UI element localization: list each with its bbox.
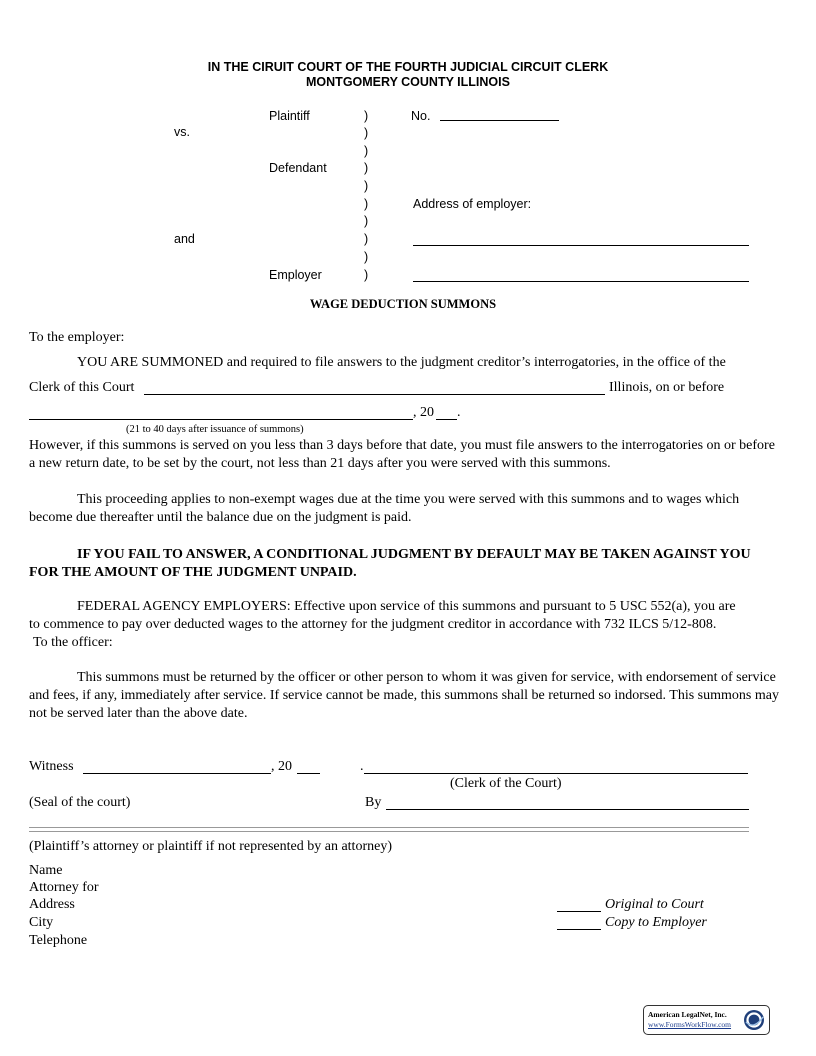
logo-url[interactable]: www.FormsWorkFlow.com (648, 1020, 732, 1029)
copy-to-employer-check[interactable] (557, 929, 601, 930)
plaintiff-label: Plaintiff (269, 109, 310, 123)
logo-company-name: American LegalNet, Inc. (648, 1010, 727, 1019)
employer-address-label: Address of employer: (413, 197, 532, 211)
by-signature-field[interactable] (386, 809, 749, 810)
form-title: WAGE DEDUCTION SUMMONS (309, 297, 497, 311)
attorney-telephone-label: Telephone (29, 933, 88, 948)
case-number-label: No. (411, 109, 431, 123)
and-label: and (174, 232, 195, 246)
caption-paren: ) (364, 232, 369, 246)
summoned-paragraph: YOU ARE SUMMONED and required to file answers to the judgment creditor’s interrogatories, in the office of the (77, 355, 726, 370)
original-to-court-label: Original to Court (605, 897, 704, 912)
clerk-caption: (Clerk of the Court) (450, 776, 562, 791)
original-to-court-check[interactable] (557, 911, 601, 912)
section-divider (29, 827, 749, 832)
caption-paren: ) (364, 214, 369, 228)
witness-year-field[interactable] (297, 773, 320, 774)
however-paragraph: However, if this summons is served on you less than 3 days before that date, you must file answers to the interrogatories on or before a new return date, to be set by the court, not less than 21 days after you were served with this summons. (29, 438, 775, 471)
return-date-field[interactable] (29, 419, 413, 420)
proceeding-paragraph: This proceeding applies to non-exempt wages due at the time you were served with this summons and to wages which become due thereafter until the balance due on the judgment is paid. (29, 492, 740, 525)
copy-to-employer-label: Copy to Employer (605, 915, 707, 930)
date-note: (21 to 40 days after issuance of summons) (126, 424, 304, 435)
clerk-office-field[interactable] (144, 394, 605, 395)
to-officer-label: To the officer: (33, 635, 113, 650)
caption-paren: ) (364, 126, 369, 140)
court-heading-line2: MONTGOMERY COUNTY ILLINOIS (306, 75, 510, 89)
witness-label: Witness (29, 759, 74, 774)
attorney-address-label: Address (29, 897, 75, 912)
default-warning: IF YOU FAIL TO ANSWER, A CONDITIONAL JUDGMENT BY DEFAULT MAY BE TAKEN AGAINST YOU FOR THE AMOUNT OF THE JUDGMENT UNPAID. (29, 547, 751, 580)
illinois-before-label: Illinois, on or before (609, 380, 725, 395)
case-number-field[interactable] (440, 120, 559, 121)
caption-paren: ) (364, 109, 369, 123)
return-year-prefix: , 20 (413, 405, 434, 420)
clerk-signature-dot: . (360, 759, 364, 774)
caption-paren: ) (364, 197, 369, 211)
clerk-signature-field[interactable] (364, 773, 748, 774)
clerk-of-court-label: Clerk of this Court (29, 380, 135, 395)
return-year-period: . (457, 405, 461, 420)
federal-paragraph-line1: FEDERAL AGENCY EMPLOYERS: Effective upon service of this summons and pursuant to 5 USC 552(a), you are (77, 599, 736, 614)
witness-year-prefix: , 20 (271, 759, 292, 774)
witness-date-field[interactable] (83, 773, 271, 774)
employer-label: Employer (269, 268, 322, 282)
american-legalnet-logo (643, 1005, 770, 1035)
employer-address-line-2[interactable] (413, 281, 749, 282)
attorney-city-label: City (29, 915, 54, 930)
seal-label: (Seal of the court) (29, 795, 131, 810)
caption-paren: ) (364, 144, 369, 158)
federal-paragraph-line2: to commence to pay over deducted wages to the attorney for the judgment creditor in accordance with 732 ILCS 5/12-808. (29, 617, 717, 632)
caption-paren: ) (364, 179, 369, 193)
return-year-field[interactable] (436, 419, 457, 420)
return-instructions-paragraph: This summons must be returned by the officer or other person to whom it was given for service, with endorsement of service and fees, if any, immediately after service. If service cannot be made, this summons shall be returned so indorsed. This summons may not be served later than the above date. (29, 670, 779, 721)
to-employer-label: To the employer: (29, 330, 125, 345)
caption-paren: ) (364, 250, 369, 264)
caption-paren: ) (364, 161, 369, 175)
vs-label: vs. (174, 125, 190, 139)
attorney-for-label: Attorney for (29, 880, 99, 895)
attorney-note: (Plaintiff’s attorney or plaintiff if not represented by an attorney) (29, 839, 392, 854)
employer-address-line-1[interactable] (413, 245, 749, 246)
by-label: By (365, 795, 382, 810)
globe-icon (742, 1008, 766, 1032)
defendant-label: Defendant (269, 161, 327, 175)
caption-paren: ) (364, 268, 369, 282)
court-heading-line1: IN THE CIRUIT COURT OF THE FOURTH JUDICIAL CIRCUIT CLERK (207, 60, 609, 74)
attorney-name-label: Name (29, 863, 63, 878)
